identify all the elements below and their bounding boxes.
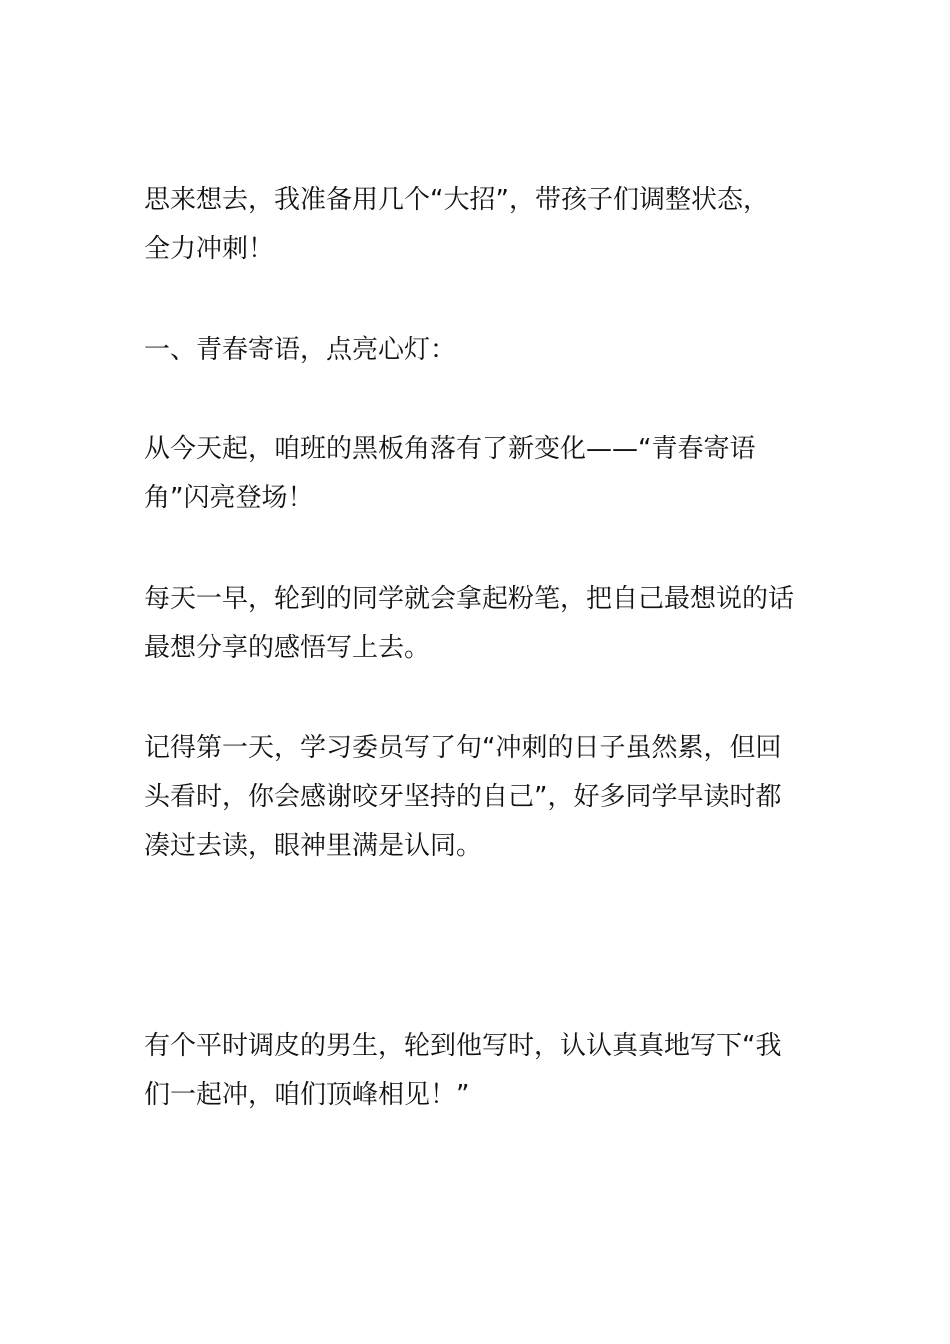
text-line: 每天一早，轮到的同学就会拿起粉笔，把自己最想说的话: [144, 584, 795, 614]
text-line: 全力冲刺！: [144, 234, 275, 264]
paragraph-intro: [144, 176, 810, 274]
text-line: 头看时，你会感谢咬牙坚持的自己”，好多同学早读时都: [144, 782, 782, 812]
text-line: 思来想去，我准备用几个“大招”，带孩子们调整状态，: [144, 185, 769, 215]
text-line: 凑过去读，眼神里满是认同。: [144, 831, 483, 861]
text-line: 从今天起，咱班的黑板角落有了新变化——“青春寄语: [144, 434, 756, 464]
text-line: 有个平时调皮的男生，轮到他写时，认认真真地写下“我: [144, 1031, 782, 1061]
paragraph-first-day: [144, 724, 810, 871]
section-heading: [144, 326, 810, 375]
heading-line: 一、青春寄语，点亮心灯：: [144, 335, 457, 365]
paragraph-daily: [144, 575, 810, 673]
text-line: 角”闪亮登场！: [144, 483, 314, 513]
paragraph-boy: [144, 1022, 810, 1120]
text-line: 最想分享的感悟写上去。: [144, 633, 431, 663]
text-line: 记得第一天，学习委员写了句“冲刺的日子虽然累，但回: [144, 733, 782, 763]
paragraph-blackboard: [144, 425, 810, 523]
text-line: 们一起冲，咱们顶峰相见！”: [144, 1080, 470, 1110]
